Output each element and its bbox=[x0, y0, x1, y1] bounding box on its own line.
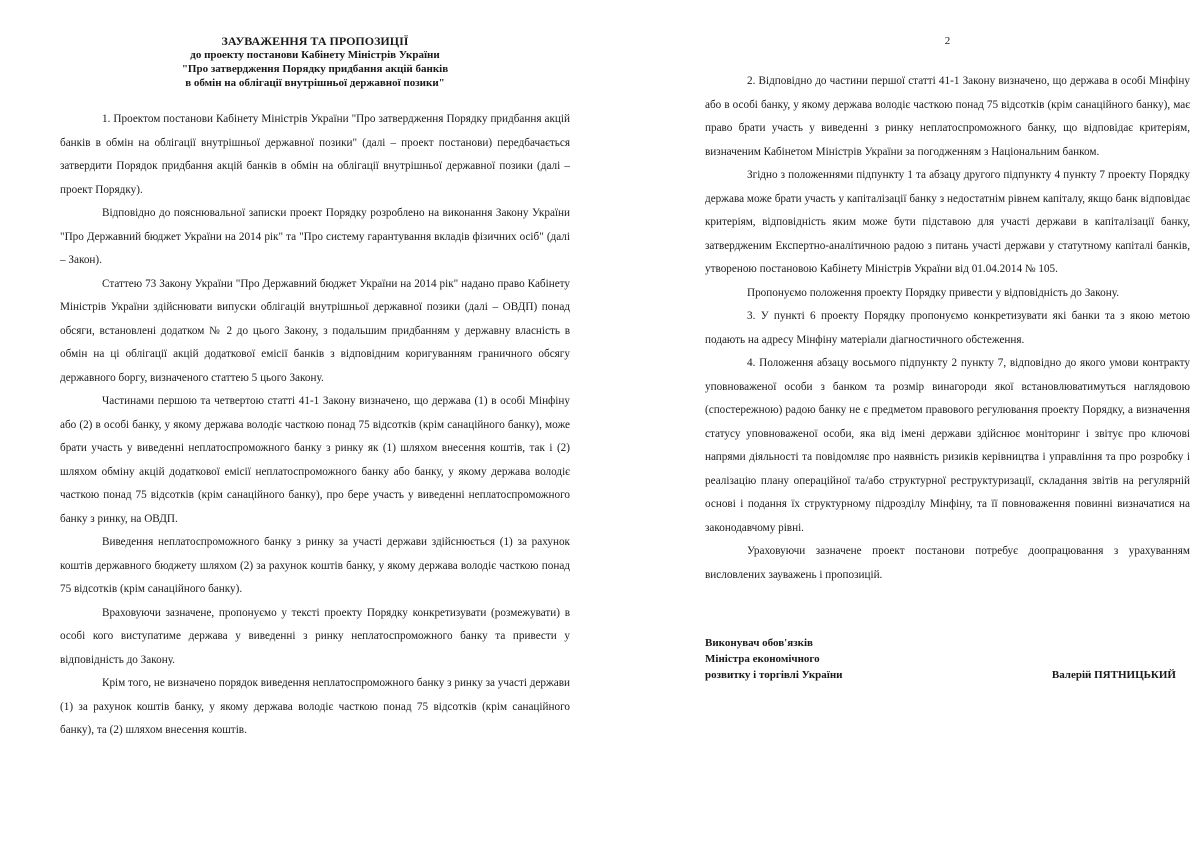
document-title bbox=[60, 34, 570, 90]
signature-block bbox=[705, 635, 1190, 683]
paragraph: Враховуючи зазначене, пропонуємо у тексті проекту Порядку конкретизувати (розмежувати) в особі кого виступатиме держава у виведенні з ринку неплатоспроможного банку та привести у відповідність до Закону. bbox=[60, 606, 570, 666]
paragraph: 3. У пункті 6 проекту Порядку пропонуємо конкретизувати які банки та з якою метою подають на адресу Мінфіну матеріали діагностичного обстеження. bbox=[705, 310, 1190, 346]
position-line: Міністра економічного bbox=[705, 653, 820, 665]
position-line: розвитку і торгівлі України bbox=[705, 669, 843, 681]
paragraph: Статтею 73 Закону України "Про Державний бюджет України на 2014 рік" надано право Кабінету Міністрів України здійснювати випуски облігацій внутрішньої державної позики (далі – ОВДП) понад обсяги, встановлені додатком № 2 до цього Закону, з подальшим придбанням у державну власність в обмін на ці облігації акцій додаткової емісії банків з відповідним коригуванням граничного обсягу державного боргу, визначеного статтею 5 цього Закону. bbox=[60, 277, 570, 384]
paragraph: Згідно з положеннями підпункту 1 та абзацу другого підпункту 4 пункту 7 проекту Порядку держава може брати участь у капіталізації банку з недостатнім рівнем капіталу, якщо банк відповідає критеріям, відповідність яким може бути підставою для участі держави в капіталізації банку, затвердженим Експертно-аналітичною радою з питань участі держави у статутному капіталі банків, утвореною постановою Кабінету Міністрів України від 01.04.2014 № 105. bbox=[705, 169, 1190, 275]
paragraph: Ураховуючи зазначене проект постанови потребує доопрацювання з урахуванням висловлених зауважень і пропозицій. bbox=[705, 545, 1190, 581]
paragraph: Частинами першою та четвертою статті 41-1 Закону визначено, що держава (1) в особі Мінфіну або (2) в особі банку, у якому держава володіє часткою понад 75 відсотків (крім санаційного банку), може брати участь у виведенні неплатоспроможного банку з ринку як (1) шляхом внесення коштів, так і (2) шляхом обміну акцій додаткової емісії неплатоспроможного банку або банку, у якому держава володіє часткою понад 75 відсотків (крім санаційного банку), про бере участь у виведенні неплатоспроможного банку з ринку, на ОВДП. bbox=[60, 395, 570, 525]
position-line: Виконувач обов'язків bbox=[705, 637, 813, 649]
paragraph: 1. Проектом постанови Кабінету Міністрів України "Про затвердження Порядку придбання акцій банків в обмін на облігації внутрішньої державної позики" (далі – проект постанови) передбачається затвердити Порядок придбання акцій банків в обмін на облігації внутрішньої державної позики (далі – проект Порядку). bbox=[60, 113, 570, 196]
title-line-1: ЗАУВАЖЕННЯ ТА ПРОПОЗИЦІЇ bbox=[221, 34, 409, 48]
paragraph: Виведення неплатоспроможного банку з ринку за участі держави здійснюється (1) за рахунок коштів державного бюджету шляхом (2) за рахунок коштів банку, у якому держава володіє часткою понад 75 відсотків (крім санаційного банку). bbox=[60, 536, 570, 595]
right-page bbox=[600, 0, 1200, 849]
paragraph: 2. Відповідно до частини першої статті 41-1 Закону визначено, що держава в особі Мінфіну або в особі банку, у якому держава володіє часткою понад 75 відсотків (крім санаційного банку), має право брати участь у виведенні з ринку неплатоспроможного банку, що відповідає критеріям, визначеним Кабінетом Міністрів України за погодженням з Національним банком. bbox=[705, 75, 1190, 158]
title-line-2: до проекту постанови Кабінету Міністрів України bbox=[190, 49, 440, 61]
page-number: 2 bbox=[944, 35, 951, 47]
paragraph: Відповідно до пояснювальної записки проект Порядку розроблено на виконання Закону України "Про Державний бюджет України на 2014 рік" та "Про систему гарантування вкладів фізичних осіб" (далі – Закон). bbox=[60, 207, 570, 266]
paragraph: 4. Положення абзацу восьмого підпункту 2 пункту 7, відповідно до якого умови контракту уповноваженої особи з банком та розмір винагороди якої встановлюватимуться наглядовою (спостережною) радою банку не є предметом правового регулювання проекту Порядку, а визначення статусу уповноваженої особи, яка від імені держави здійснює моніторинг і звітує про ключові напрями діяльності та повідомляє про наявність ризиків керівництва і управління та про розробку і реалізацію плану операційної та/або структурної реструктуризації, складання звітів на регулярній основі і подання їх структурному підрозділу Мінфіну, та її повноваження повинні визначатися на законодавчому рівні. bbox=[705, 357, 1190, 534]
paragraph: Крім того, не визначено порядок виведення неплатоспроможного банку з ринку за участі держави (1) за рахунок коштів банку, у якому держава володіє часткою понад 75 відсотків (крім санаційного банку), та (2) шляхом внесення коштів. bbox=[60, 677, 570, 736]
title-line-3: "Про затвердження Порядку придбання акцій банків bbox=[181, 63, 449, 75]
title-line-4: в обмін на облігації внутрішньої державної позики" bbox=[185, 77, 445, 89]
signatory-name: Валерій ПЯТНИЦЬКИЙ bbox=[1051, 669, 1176, 681]
paragraph: Пропонуємо положення проекту Порядку привести у відповідність до Закону. bbox=[747, 286, 1119, 299]
